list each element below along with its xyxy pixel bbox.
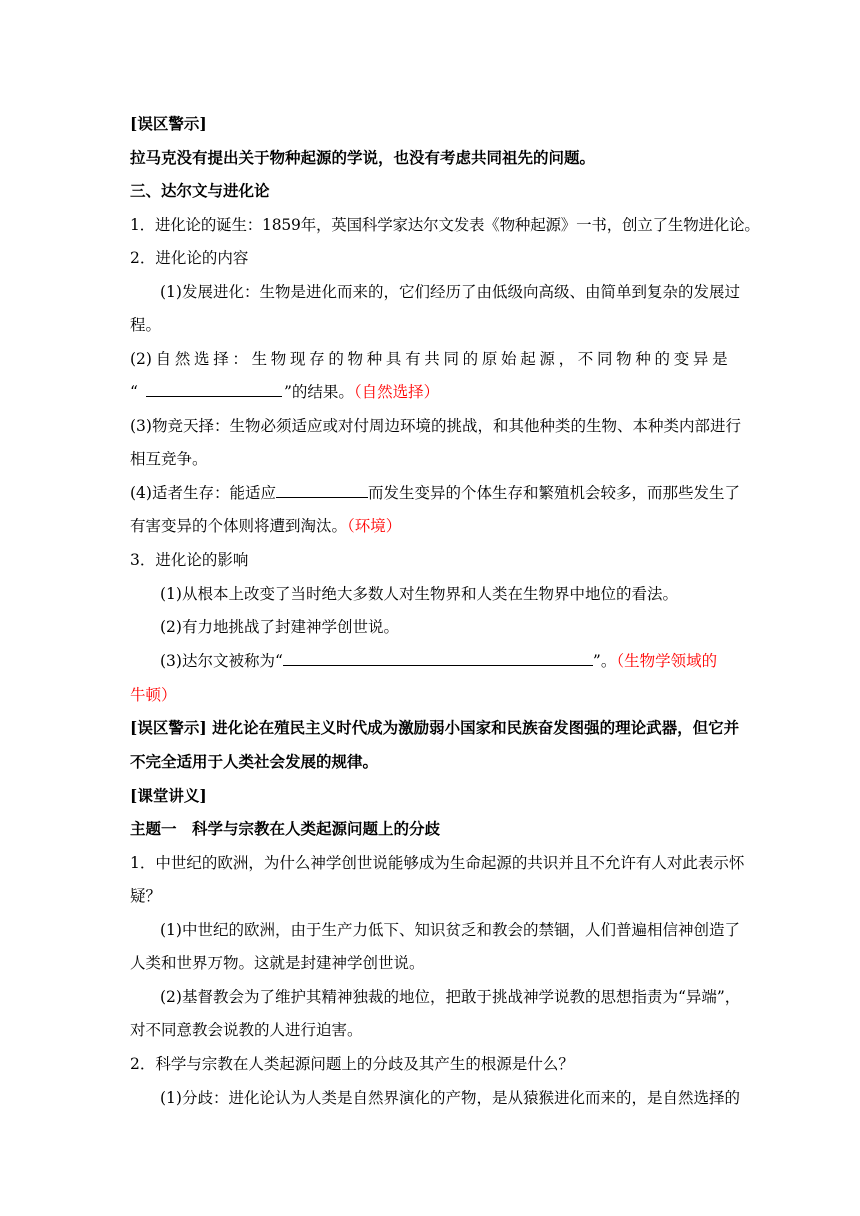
fill-in-item bbox=[130, 483, 740, 503]
lecture-label: [课堂讲义] bbox=[130, 786, 207, 805]
justified-char: 不 bbox=[577, 350, 594, 368]
paragraph: 2．进化论的内容 bbox=[130, 249, 249, 267]
section-heading: 三、达尔文与进化论 bbox=[130, 181, 270, 200]
justified-char: 原 bbox=[481, 350, 498, 368]
answer-text: （环境） bbox=[347, 517, 402, 535]
justified-char: 种 bbox=[635, 350, 651, 368]
question: 疑？ bbox=[130, 887, 162, 905]
sentence-tail: 而发生变异的个体生存和繁殖机会较多，而那些发生了 bbox=[367, 484, 740, 502]
answer-text: （生物学领域的 bbox=[616, 652, 718, 670]
fill-in-item bbox=[130, 382, 439, 402]
justified-char: 共 bbox=[424, 350, 440, 368]
justified-char: 的 bbox=[462, 350, 479, 368]
warning-label: [误区警示] bbox=[130, 718, 207, 737]
paragraph: 1．进化论的诞生：1859年，英国科学家达尔文发表《物种起源》一书，创立了生物进化论。 bbox=[130, 216, 760, 234]
justified-char: 现 bbox=[289, 350, 306, 368]
justified-char: 具 bbox=[385, 350, 402, 368]
justified-char: 物 bbox=[616, 350, 632, 368]
sentence-tail: ”的结果。 bbox=[283, 383, 354, 401]
justified-char: 种 bbox=[366, 350, 383, 368]
justified-char: 异 bbox=[692, 350, 709, 368]
paragraph-justified bbox=[130, 349, 728, 369]
question: 1．中世纪的欧洲，为什么神学创世说能够成为生命起源的共识并且不允许有人对此表示怀 bbox=[130, 854, 745, 872]
answer-text: 牛顿） bbox=[130, 686, 177, 704]
justified-char: 起 bbox=[520, 350, 536, 368]
question: 2．科学与宗教在人类起源问题上的分歧及其产生的根源是什么？ bbox=[130, 1055, 574, 1073]
justified-char: 物 bbox=[270, 350, 287, 368]
justified-char: 然 bbox=[174, 350, 191, 368]
justified-char: 选 bbox=[194, 350, 210, 368]
fill-in-item bbox=[130, 516, 401, 536]
answer-blank bbox=[283, 651, 593, 666]
justified-char: 存 bbox=[309, 350, 325, 368]
paragraph: 相互竞争。 bbox=[130, 450, 208, 468]
topic-heading: 主题一 科学与宗教在人类起源问题上的分歧 bbox=[130, 819, 441, 838]
paragraph: (2)基督教会为了维护其精神独裁的地位，把敢于挑战神学说教的思想指责为“异端”， bbox=[160, 988, 741, 1006]
fill-in-item bbox=[160, 651, 717, 671]
paragraph: (1)分歧：进化论认为人类是自然界演化的产物，是从猿猴进化而来的，是自然选择的 bbox=[160, 1089, 740, 1107]
justified-char: ： bbox=[232, 350, 248, 368]
sentence-head: (4)适者生存：能适应 bbox=[130, 484, 276, 502]
warning-text: 不完全适用于人类社会发展的规律。 bbox=[130, 752, 379, 771]
justified-char: ， bbox=[558, 350, 575, 368]
quote-open: “ bbox=[130, 383, 138, 401]
justified-char: 的 bbox=[654, 350, 671, 368]
justified-char: 同 bbox=[443, 350, 459, 368]
justified-char: 源 bbox=[539, 350, 555, 368]
paragraph: (3)物竞天择：生物必须适应或对付周边环境的挑战，和其他种类的生物、本种类内部进行 bbox=[130, 417, 741, 435]
paragraph: 3．进化论的影响 bbox=[130, 551, 249, 569]
paragraph: 人类和世界万物。这就是封建神学创世说。 bbox=[130, 954, 425, 972]
justified-char: 有 bbox=[405, 350, 421, 368]
justified-char: 自 bbox=[155, 350, 172, 368]
justified-char: 始 bbox=[501, 350, 517, 368]
sentence-text: 有害变异的个体则将遭到淘汰。 bbox=[130, 517, 348, 535]
paragraph: (2)有力地挑战了封建神学创世说。 bbox=[160, 618, 399, 636]
justified-char: 的 bbox=[328, 350, 344, 368]
sentence-head: (3)达尔文被称为“ bbox=[160, 652, 283, 670]
paragraph: (1)从根本上改变了当时绝大多数人对生物界和人类在生物界中地位的看法。 bbox=[160, 585, 678, 603]
warning-label: [误区警示] bbox=[130, 114, 207, 133]
answer-blank bbox=[276, 483, 368, 498]
justified-char: 择 bbox=[213, 350, 229, 368]
paragraph: 对不同意教会说教的人进行迫害。 bbox=[130, 1021, 363, 1039]
justified-char: 同 bbox=[596, 350, 613, 368]
paragraph: (1)中世纪的欧洲，由于生产力低下、知识贫乏和教会的禁锢，人们普遍相信神创造了 bbox=[160, 921, 740, 939]
warning-text: [误区警示] 进化论在殖民主义时代成为激励弱小国家和民族奋发图强的理论武器，但它并 bbox=[130, 718, 740, 737]
paragraph: (1)发展进化：生物是进化而来的，它们经历了由低级向高级、由简单到复杂的发展过 bbox=[160, 283, 740, 301]
answer-blank bbox=[146, 382, 282, 397]
justified-char: 物 bbox=[347, 350, 364, 368]
answer-text: （自然选择） bbox=[353, 383, 440, 401]
justified-char: 生 bbox=[251, 350, 268, 368]
justified-char: (2) bbox=[130, 350, 152, 368]
sentence-tail: ”。 bbox=[592, 652, 617, 670]
warning-text: 拉马克没有提出关于物种起源的学说，也没有考虑共同祖先的问题。 bbox=[130, 148, 596, 167]
justified-char: 变 bbox=[673, 350, 690, 368]
paragraph: 程。 bbox=[130, 316, 162, 334]
justified-char: 是 bbox=[712, 350, 728, 368]
